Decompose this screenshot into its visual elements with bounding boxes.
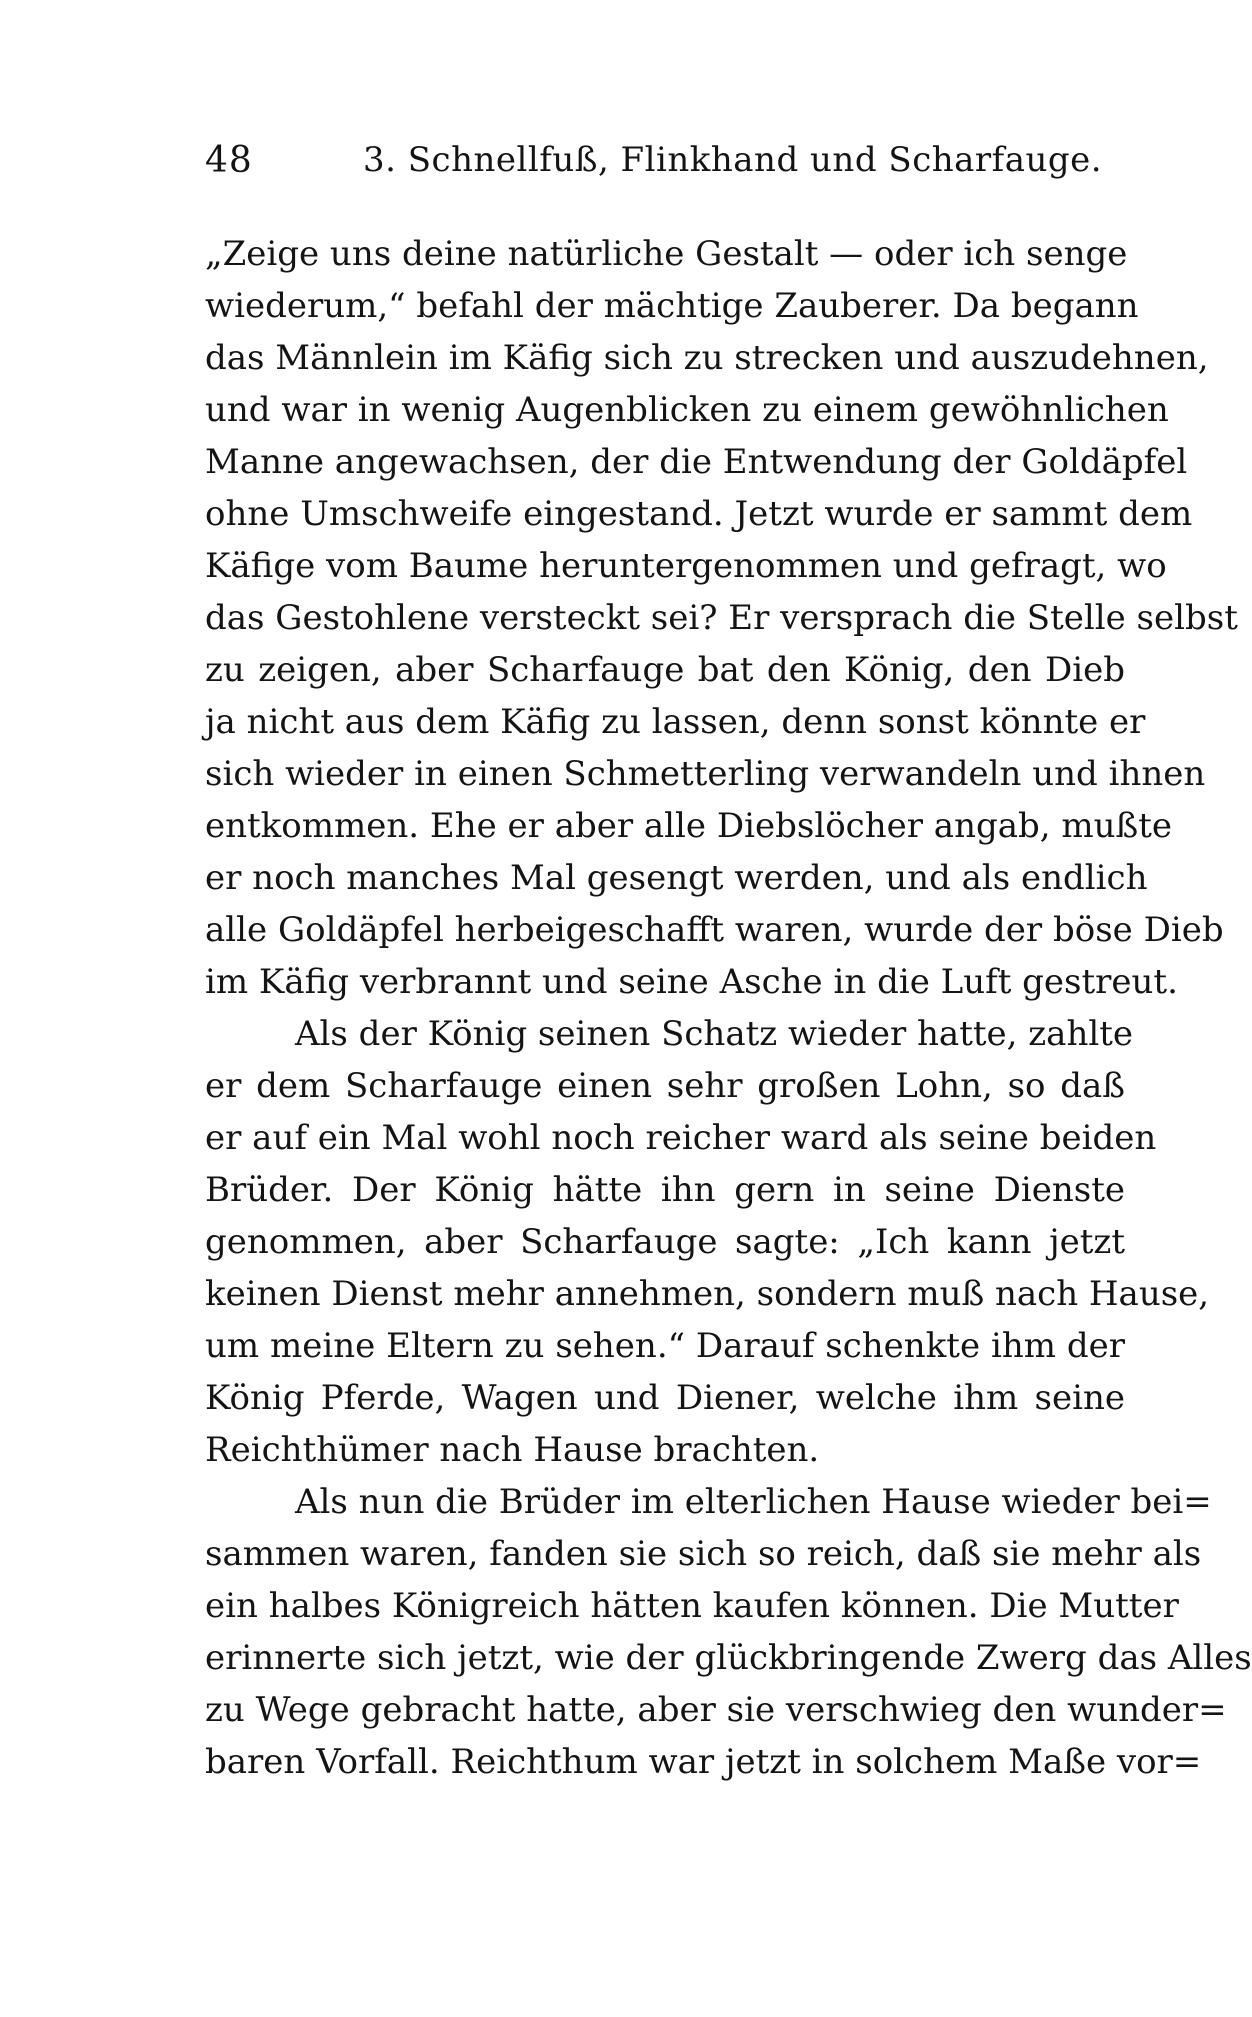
text-line: genommen, aber Scharfauge sagte: „Ich kann jetzt bbox=[205, 1222, 1125, 1262]
text-line: sammen waren, fanden sie sich so reich, daß sie mehr als bbox=[205, 1534, 1202, 1574]
text-line: keinen Dienst mehr annehmen, sondern muß nach Hause, bbox=[205, 1274, 1210, 1314]
text-line: wiederum,“ befahl der mächtige Zauberer. Da begann bbox=[205, 286, 1139, 326]
text-line: sich wieder in einen Schmetterling verwandeln und ihnen bbox=[205, 754, 1206, 794]
text-line: Manne angewachsen, der die Entwendung der Goldäpfel bbox=[205, 442, 1188, 482]
running-title: 3. Schnellfuß, Flinkhand und Scharfauge. bbox=[363, 140, 1103, 180]
body-text bbox=[205, 228, 1252, 1788]
text-line: ohne Umschweife eingestand. Jetzt wurde er sammt dem bbox=[205, 494, 1193, 534]
paragraph-1 bbox=[205, 228, 1238, 1008]
page-header bbox=[205, 140, 1125, 200]
text-line: im Käfig verbrannt und seine Asche in die Luft gestreut. bbox=[205, 962, 1178, 1002]
text-line: alle Goldäpfel herbeigeschafft waren, wurde der böse Dieb bbox=[205, 910, 1224, 950]
text-line: Als der König seinen Schatz wieder hatte, zahlte bbox=[295, 1014, 1133, 1054]
text-line: zu Wege gebracht hatte, aber sie verschwieg den wunder= bbox=[205, 1690, 1227, 1730]
text-line: er dem Scharfauge einen sehr großen Lohn, so daß bbox=[205, 1066, 1125, 1106]
text-line: Käfige vom Baume heruntergenommen und gefragt, wo bbox=[205, 546, 1167, 586]
text-line: ein halbes Königreich hätten kaufen können. Die Mutter bbox=[205, 1586, 1179, 1626]
text-line: baren Vorfall. Reichthum war jetzt in solchem Maße vor= bbox=[205, 1742, 1202, 1782]
paragraph-3 bbox=[205, 1476, 1252, 1788]
text-line: „Zeige uns deine natürliche Gestalt — oder ich senge bbox=[205, 234, 1128, 274]
text-line: er noch manches Mal gesengt werden, und als endlich bbox=[205, 858, 1148, 898]
text-line: zu zeigen, aber Scharfauge bat den König, den Dieb bbox=[205, 650, 1125, 690]
paragraph-2 bbox=[205, 1008, 1210, 1476]
text-line: Reichthümer nach Hause brachten. bbox=[205, 1430, 820, 1470]
text-line: er auf ein Mal wohl noch reicher ward als seine beiden bbox=[205, 1118, 1157, 1158]
text-line: das Gestohlene versteckt sei? Er versprach die Stelle selbst bbox=[205, 598, 1238, 638]
text-line: Brüder. Der König hätte ihn gern in seine Dienste bbox=[205, 1170, 1125, 1210]
text-line: das Männlein im Käfig sich zu strecken und auszudehnen, bbox=[205, 338, 1209, 378]
text-line: entkommen. Ehe er aber alle Diebslöcher angab, mußte bbox=[205, 806, 1173, 846]
text-line: König Pferde, Wagen und Diener, welche ihm seine bbox=[205, 1378, 1125, 1418]
text-line: um meine Eltern zu sehen.“ Darauf schenkte ihm der bbox=[205, 1326, 1125, 1366]
page-number: 48 bbox=[205, 140, 253, 181]
text-line: Als nun die Brüder im elterlichen Hause wieder bei= bbox=[295, 1482, 1212, 1522]
text-line: ja nicht aus dem Käfig zu lassen, denn sonst könnte er bbox=[205, 702, 1146, 742]
text-line: erinnerte sich jetzt, wie der glückbringende Zwerg das Alles bbox=[205, 1638, 1252, 1678]
text-line: und war in wenig Augenblicken zu einem gewöhnlichen bbox=[205, 390, 1169, 430]
